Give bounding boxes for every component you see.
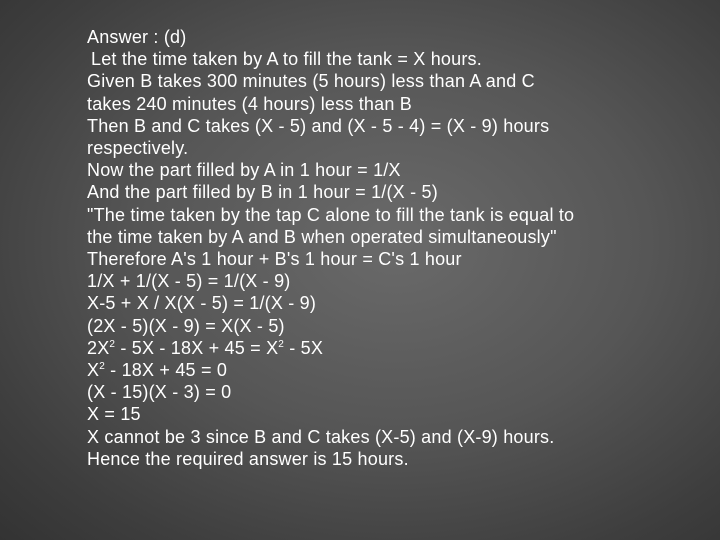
equation-part: X <box>87 360 100 381</box>
equation-line: X = 15 <box>87 404 141 425</box>
equation-line: (X - 15)(X - 3) = 0 <box>87 382 232 403</box>
superscript: 2 <box>278 338 285 350</box>
text-line: respectively. <box>87 138 189 159</box>
equation-line: 1/X + 1/(X - 5) = 1/(X - 9) <box>87 271 291 292</box>
equation-part: 2X <box>87 337 110 358</box>
slide-body <box>87 26 687 470</box>
equation-line: X-5 + X / X(X - 5) = 1/(X - 9) <box>87 293 317 314</box>
equation-part: - 5X <box>284 337 324 358</box>
text-line: X cannot be 3 since B and C takes (X-5) and (X-9) hours. <box>87 426 555 447</box>
equation-part: - 18X + 45 = 0 <box>104 360 228 381</box>
text-line: "The time taken by the tap C alone to fill the tank is equal to <box>87 204 575 225</box>
text-line: takes 240 minutes (4 hours) less than B <box>87 93 412 114</box>
equation-line <box>87 337 687 359</box>
equation-line <box>87 359 687 381</box>
superscript: 2 <box>109 338 116 350</box>
conclusion-line: Hence the required answer is 15 hours. <box>87 448 409 469</box>
text-line: the time taken by A and B when operated simultaneously" <box>87 226 557 247</box>
text-line: Now the part filled by A in 1 hour = 1/X <box>87 160 401 181</box>
text-line: Then B and C takes (X - 5) and (X - 5 - 4) = (X - 9) hours <box>87 115 550 136</box>
equation-line: (2X - 5)(X - 9) = X(X - 5) <box>87 315 285 336</box>
text-line: Given B takes 300 minutes (5 hours) less than A and C <box>87 71 535 92</box>
text-line: Therefore A's 1 hour + B's 1 hour = C's 1 hour <box>87 249 462 270</box>
text-line: Let the time taken by A to fill the tank = X hours. <box>91 49 482 70</box>
text-line: And the part filled by B in 1 hour = 1/(X - 5) <box>87 182 438 203</box>
answer-line: Answer : (d) <box>87 27 187 47</box>
superscript: 2 <box>99 361 105 373</box>
equation-part: - 5X - 18X + 45 = X <box>115 337 279 358</box>
